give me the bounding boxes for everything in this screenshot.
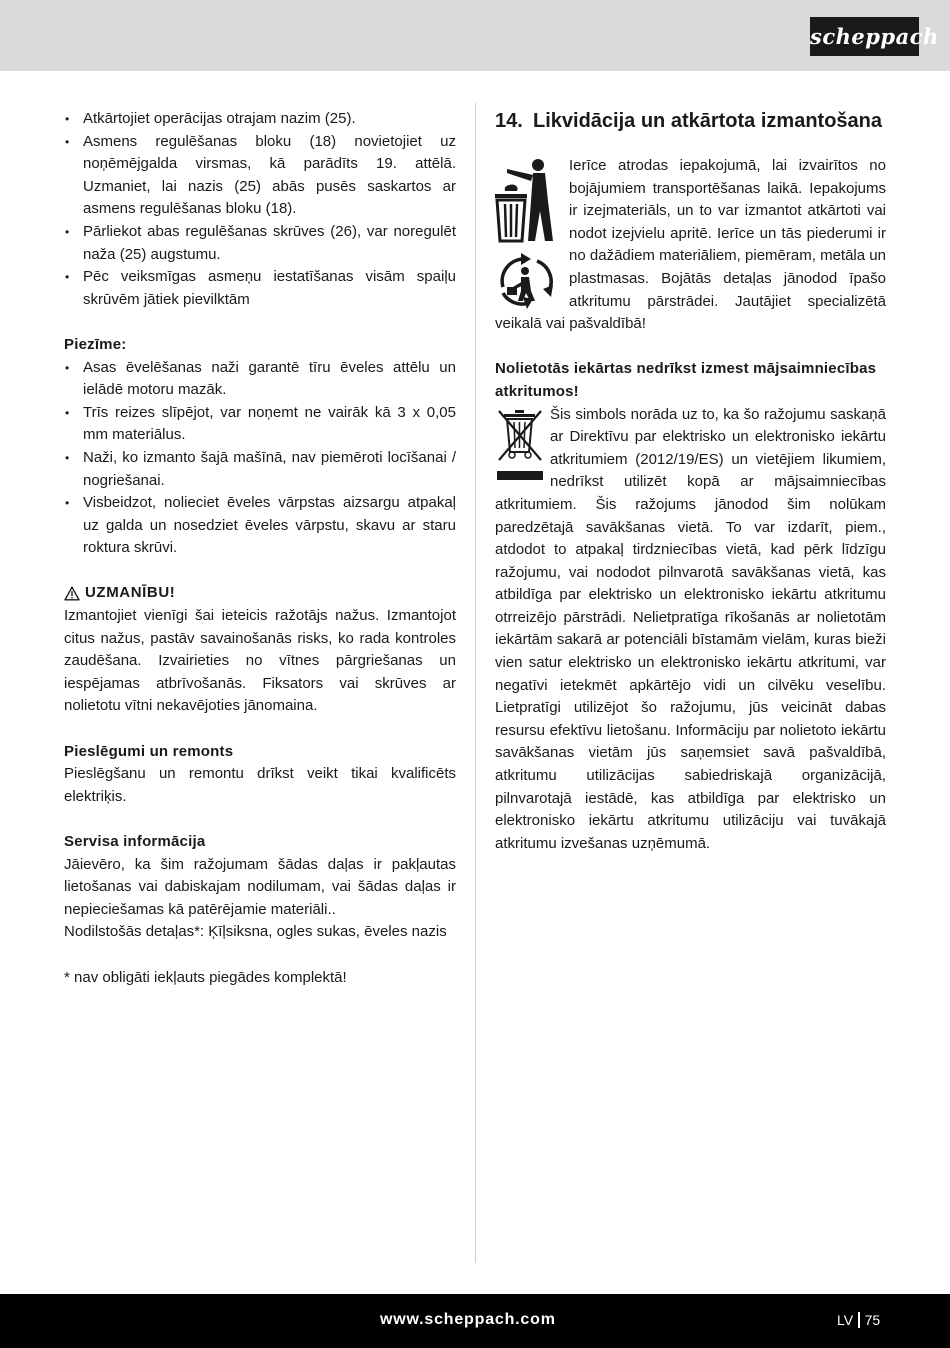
section-title — [495, 110, 886, 133]
list-item: • Asas ēvelēšanas naži garantē tīru ēveles attēlu un ielādē motoru mazāk. — [64, 357, 456, 402]
page-info — [837, 1309, 880, 1331]
warning-triangle-icon — [64, 586, 80, 601]
website-url: www.scheppach.com — [380, 1311, 556, 1328]
warning-text: Izmantojiet vienīgi šai ieteicis ražotājs nažus. Izmantojot citus nažus, pastāv savainošanās risks, ko rada kontroles zaudēšana. Izvairieties no vītnes pārgriešanas un iespējamas atbrīvošanās. Fiksators vai skrūves ar nolietotu vītni nekavējoties jānomaina. — [64, 607, 456, 715]
section-title-text: Likvidācija un atkārtota izmantošana — [533, 110, 882, 132]
weee-text: Šis simbols norāda uz to, ka šo ražojumu saskaņā ar Direktīvu par elektrisko un elektronisko iekārtu atkritumiem (2012/19/ES) un vietējiem likumiem, nedrīkst utilizēt kopā ar mājsaimniecības atkritumiem. Šis ražojums jānodod šim nolūkam paredzētajā savākšanas vietā. To var izdarīt, piem., atdodot to atpakaļ tirdzniecības vietā, kad pērk līdzīgu ražojumu, vai nododot pilnvarotā savākšanas vietā, kas atbildīga par elektrisko un elektronisko iekārtu atkritumu otrreizējo pārstrādi. Nelietpratīga rīkošanās ar nolietotām iekārtām sakarā ar potenciāli bīstamām vielām, kuras bieži vien satur elektrisko un elektronisko iekārtu atkritumi, var negatīvi ietekmēt apkārtējo vidi un cilvēku veselību. Lietpratīgi utilizējot šo ražojumu, jūs veicināt dabas resursu efektīvu lietošanu. Informāciju par nolietoto iekārtu savākšanas vietām jūs saņemsiet savā pašvaldībā, atkritumu utilizācijas sabiedriskajā organizācijā, pilnvarotajā iestādē, kas atbildīga par elektrisko un elektronisko iekārtu atkritumu utilizāciju vai tuvākajā atkritumu izvešanas uzņēmumā. — [495, 405, 886, 852]
note-heading: Piezīme: — [64, 335, 127, 353]
weee-symbol — [495, 408, 545, 484]
note-list — [64, 357, 456, 560]
list-item: • Visbeidzot, nolieciet ēveles vārpstas aizsargu atpakaļ uz galda un nosedziet ēveles vārpstu, skavu ar staru roktura skrūvi. — [64, 492, 456, 560]
recycle-person-icon — [493, 251, 559, 311]
disposal-icons — [493, 157, 563, 311]
list-item: • Pārliekot abas regulēšanas skrūves (26), var noregulēt naža (25) augstumu. — [64, 221, 456, 266]
page-separator — [858, 1312, 860, 1328]
list-item: • Atkārtojiet operācijas otrajam nazim (25). — [64, 108, 456, 131]
adjustment-steps-list — [64, 108, 456, 311]
warning-heading — [64, 582, 456, 605]
brand-logo: scheppach — [810, 17, 919, 56]
column-divider — [475, 103, 476, 1263]
list-item: • Pēc veiksmīgas asmeņu iestatīšanas visām spaiļu skrūvēm jātiek pievilktām — [64, 266, 456, 311]
list-item: • Asmens regulēšanas bloku (18) novietojiet uz noņēmējgalda virsmas, kā parādīts 19. attēlā. Uzmaniet, lai nazis (25) abās pusēs saskartos ar asmens regulēšanas bloku (18). — [64, 131, 456, 221]
connections-heading: Pieslēgumi un remonts — [64, 742, 234, 760]
connections-text: Pieslēgšanu un remontu drīkst veikt tikai kvalificēts elektriķis. — [64, 765, 456, 805]
page-number: 75 — [864, 1312, 881, 1328]
language-code: LV — [837, 1312, 854, 1328]
left-column — [64, 108, 456, 989]
section-number: 14. — [495, 110, 523, 132]
footnote: * nav obligāti iekļauts piegādes komplektā! — [64, 968, 347, 986]
trash-bin-person-icon — [493, 157, 559, 245]
crossed-bin-icon — [495, 408, 545, 484]
right-column — [495, 108, 886, 855]
header-bar — [0, 0, 950, 71]
service-heading: Servisa informācija — [64, 833, 206, 850]
wear-parts-text: Nodilstošās detaļas*: Ķīļsiksna, ogles sukas, ēveles nazis — [64, 923, 447, 941]
list-item: • Trīs reizes slīpējot, var noņemt ne vairāk kā 3 x 0,05 mm materiālus. — [64, 402, 456, 447]
weee-heading: Nolietotās iekārtas nedrīkst izmest mājsaimniecības atkritumos! — [495, 360, 877, 400]
service-text: Jāievēro, ka šim ražojumam šādas daļas ir pakļautas lietošanas vai dabiskajam nodilumam, vai šādas daļas ir nepieciešamas kā patērējamie materiāli.. — [64, 855, 456, 918]
disposal-text: Ierīce atrodas iepakojumā, lai izvairītos no bojājumiem transportēšanas laikā. Iepakojums ir izejmateriāls, un to var izmantot atkārtoti vai nodot izejvielu apritē. Ierīce un tās piederumi ir no dažādiem materiāliem, piemēram, metāla un plastmasas. Bojātās detaļas jānodod īpašo atkritumu pārstrādei. Jautājiet specializētā veikalā vai pašvaldībā! — [495, 157, 886, 333]
list-item: • Naži, ko izmanto šajā mašīnā, nav piemēroti locīšanai / nogriešanai. — [64, 447, 456, 492]
warning-label: UZMANĪBU! — [85, 584, 176, 602]
footer-bar — [0, 1294, 950, 1348]
